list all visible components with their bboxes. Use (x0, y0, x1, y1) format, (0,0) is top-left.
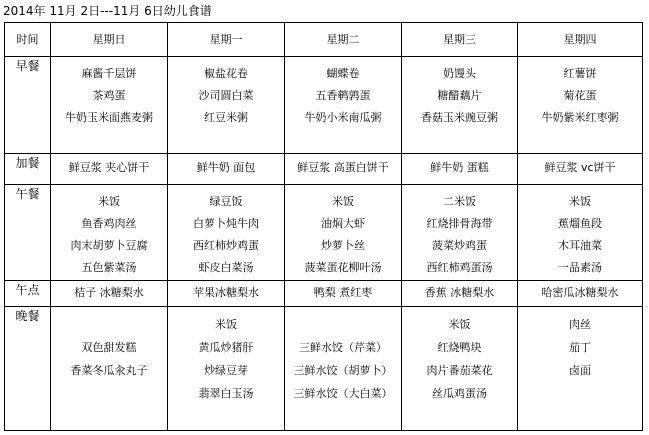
dish: 牛奶玉米面燕麦粥 (65, 111, 153, 124)
dish: 米饭 (332, 195, 354, 208)
snack-monday: 鲜牛奶 面包 (168, 154, 285, 185)
day-header-sunday: 星期日 (51, 23, 168, 57)
dish: 米饭 (215, 318, 237, 331)
tea-tuesday: 鸭梨 煮红枣 (285, 281, 402, 307)
dish: 一品素汤 (558, 261, 602, 274)
dish: 红烧鸭块 (437, 341, 482, 354)
dish (285, 313, 401, 336)
dish: 牛奶小米南瓜粥 (304, 111, 382, 124)
dish: 奶馒头 (443, 67, 476, 80)
dish: 西红柿炒鸡蛋 (193, 239, 259, 252)
dish: 五色紫菜汤 (81, 261, 137, 274)
dish: 绿豆饭 (209, 195, 243, 208)
dish: 沙司圆白菜 (198, 89, 254, 102)
lunch-wednesday (402, 185, 518, 281)
dish: 肉末胡萝卜豆腐 (70, 239, 148, 252)
dinner-wednesday (402, 307, 518, 431)
dish: 木耳油菜 (558, 239, 602, 252)
dish: 五香鹌鹑蛋 (315, 89, 371, 102)
dish: 菠菜炒鸡蛋 (432, 239, 487, 252)
dinner-row (5, 307, 643, 431)
day-header-thursday: 星期四 (518, 23, 643, 57)
day-header-tuesday: 星期二 (285, 23, 402, 57)
breakfast-row (5, 57, 643, 154)
dish: 米饭 (569, 195, 591, 208)
dish: 丝瓜鸡蛋汤 (432, 387, 487, 400)
dish: 菊花蛋 (563, 89, 597, 102)
snack-wednesday: 鲜牛奶 蛋糕 (402, 154, 518, 185)
dinner-tuesday (285, 307, 402, 431)
lunch-sunday (51, 185, 168, 281)
dinner-monday (168, 307, 285, 431)
dish: 白萝卜炖牛肉 (193, 217, 259, 230)
dish: 西红柿鸡蛋汤 (426, 261, 493, 274)
tea-row (5, 281, 643, 307)
tea-thursday: 哈密瓜冰糖梨水 (518, 281, 643, 307)
snack-row (5, 154, 643, 185)
header-row (5, 23, 643, 57)
dish: 三鲜水饺（大白菜） (293, 387, 393, 400)
lunch-tuesday (285, 185, 402, 281)
meal-label-lunch: 午餐 (5, 185, 51, 281)
dinner-thursday (518, 307, 643, 431)
dish: 茄丁 (569, 341, 591, 354)
dish: 香菜冬瓜汆丸子 (70, 364, 148, 377)
day-header-wednesday: 星期三 (402, 23, 518, 57)
dish: 卤面 (569, 364, 591, 377)
menu-title: 2014年 11月 2日---11月 6日幼儿食谱 (3, 4, 212, 18)
breakfast-thursday (518, 57, 643, 154)
meal-label-breakfast: 早餐 (5, 57, 51, 154)
dish: 椒盐花卷 (204, 67, 248, 80)
dish: 茶鸡蛋 (92, 89, 126, 102)
dish: 黄瓜炒猪肝 (198, 341, 254, 354)
dish: 炒绿豆芽 (204, 364, 248, 377)
dish: 红豆米粥 (204, 111, 248, 124)
dinner-sunday (51, 307, 168, 431)
dish: 糖醋藕片 (437, 89, 482, 102)
tea-wednesday: 香蕉 冰糖梨水 (402, 281, 518, 307)
dish: 麻酱千层饼 (81, 67, 137, 80)
dish: 二米饭 (443, 195, 476, 208)
lunch-row (5, 185, 643, 281)
time-header: 时间 (5, 23, 51, 57)
breakfast-tuesday (285, 57, 402, 154)
dish: 翡翠白玉汤 (198, 387, 254, 400)
dish: 蝴蝶卷 (326, 67, 360, 80)
dish: 鱼香鸡肉丝 (81, 217, 137, 230)
dish: 红烧排骨海带 (426, 217, 493, 230)
dish: 红薯饼 (563, 67, 597, 80)
snack-thursday: 鲜豆浆 vc饼干 (518, 154, 643, 185)
weekly-menu-table (4, 22, 643, 431)
dish: 米饭 (98, 195, 120, 208)
day-header-monday: 星期一 (168, 23, 285, 57)
breakfast-monday (168, 57, 285, 154)
meal-label-dinner: 晚餐 (5, 307, 51, 431)
dish: 香菇玉米豌豆粥 (421, 111, 498, 124)
dish: 三鲜水饺（芹菜） (299, 341, 387, 354)
lunch-thursday (518, 185, 643, 281)
dish: 油焖大虾 (321, 217, 365, 230)
breakfast-sunday (51, 57, 168, 154)
meal-label-snack: 加餐 (5, 154, 51, 185)
dish: 肉丝 (569, 318, 591, 331)
meal-label-tea: 午点 (5, 281, 51, 307)
dish: 牛奶紫米红枣粥 (541, 111, 619, 124)
snack-tuesday: 鲜豆浆 高蛋白饼干 (285, 154, 402, 185)
dish: 肉片番茄菜花 (426, 364, 493, 377)
dish: 米饭 (448, 318, 471, 331)
snack-sunday: 鲜豆浆 夹心饼干 (51, 154, 168, 185)
dish: 蕉熘鱼段 (558, 217, 602, 230)
dish (51, 313, 167, 336)
tea-sunday: 桔子 冰糖梨水 (51, 281, 168, 307)
dish: 虾皮白菜汤 (198, 261, 254, 274)
breakfast-wednesday (402, 57, 518, 154)
dish: 菠菜蛋花柳叶汤 (304, 261, 382, 274)
dish: 三鲜水饺（胡萝卜） (293, 364, 393, 377)
dish: 双色甜发糕 (81, 341, 137, 354)
lunch-monday (168, 185, 285, 281)
tea-monday: 苹果冰糖梨水 (168, 281, 285, 307)
dish: 炒萝卜丝 (321, 239, 365, 252)
